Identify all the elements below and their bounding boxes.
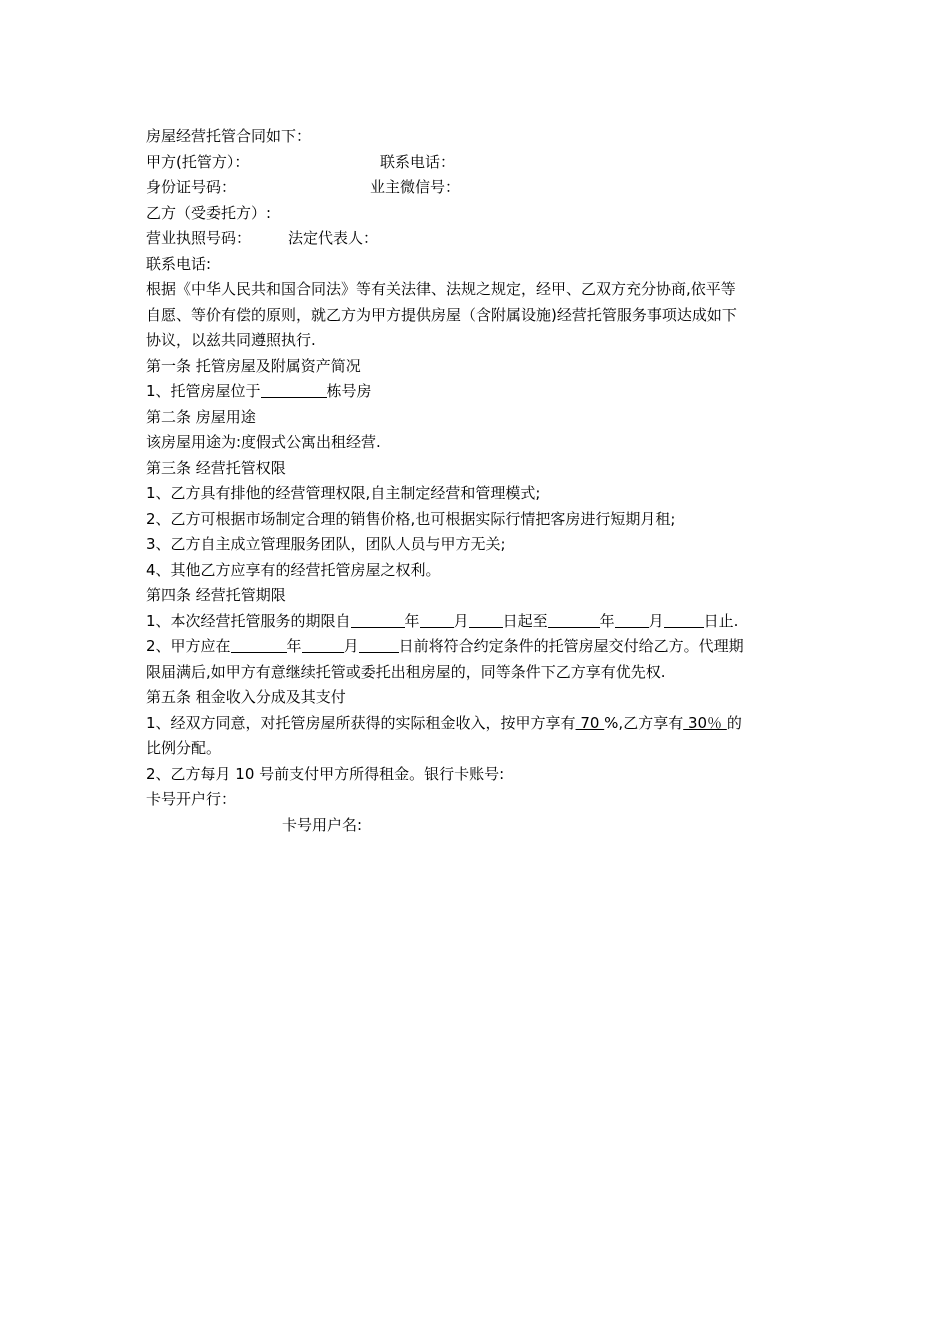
business-license-label: 营业执照号码： [146,229,252,247]
article-5-item-1-cont: 比例分配。 [146,739,222,757]
article-3-item-3: 3、乙方自主成立管理服务团队，团队人员与甲方无关; [146,535,506,553]
id-number-label: 身份证号码： [146,178,237,196]
handover-rest: 日前将符合约定条件的托管房屋交付给乙方。代理期 [398,637,744,655]
revenue-share-mid: %,乙方享有 [604,713,684,732]
article-3-item-4: 4、其他乙方应享有的经营托管房屋之权利。 [146,560,441,579]
end-day-label: 日止. [703,611,739,630]
contract-body [146,124,816,838]
handover-day-blank [359,636,399,653]
start-year-label: 年 [404,611,420,630]
article-3-heading: 第三条 经营托管权限 [146,458,286,477]
start-month-blank [420,611,454,628]
article-1-heading: 第一条 托管房屋及附属资产简况 [146,356,361,375]
end-day-blank [664,611,704,628]
bank-branch-label: 卡号开户行： [146,790,237,808]
article-4-item-2 [146,634,816,660]
handover-month-label: 月 [343,637,359,655]
location-blank [261,381,327,398]
party-a-label: 甲方(托管方）： [146,152,250,171]
start-year-blank [351,611,405,628]
legal-rep-label: 法定代表人： [288,229,379,247]
party-a-row [146,150,816,176]
article-4-item-2-cont: 限届满后,如甲方有意继续托管或委托出租房屋的，同等条件下乙方享有优先权. [146,662,666,681]
start-month-label: 月 [453,611,469,630]
article-4-item-1 [146,609,816,635]
party-a-phone-label: 联系电话： [380,152,456,171]
intro-line-3: 协议，以兹共同遵照执行. [146,331,316,349]
article-1-item-1-prefix: 1、托管房屋位于 [146,382,261,400]
contract-title: 房屋经营托管合同如下： [146,127,312,145]
end-month-label: 月 [648,611,664,630]
intro-line-1: 根据《中华人民共和国合同法》等有关法律、法规之规定，经甲、乙双方充分协商,依平等 [146,280,736,298]
article-5-item-1 [146,711,816,737]
end-year-blank [548,611,600,628]
revenue-share-suffix: 的 [726,713,742,732]
contact-phone-label: 联系电话: [146,254,212,273]
article-3-item-2: 2、乙方可根据市场制定合理的销售价格,也可根据实际行情把客房进行短期月租; [146,509,676,528]
article-3-item-1: 1、乙方具有排他的经营管理权限,自主制定经营和管理模式; [146,484,541,502]
article-4-heading: 第四条 经营托管期限 [146,586,286,604]
account-holder-label: 卡号用户名: [282,815,363,834]
article-5-item-2: 2、乙方每月 10 号前支付甲方所得租金。银行卡账号: [146,764,505,783]
end-year-label: 年 [599,611,615,630]
end-month-blank [615,611,649,628]
party-b-share: 30％ [683,713,727,732]
intro-line-2: 自愿、等价有偿的原则，就乙方为甲方提供房屋（含附属设施)经营托管服务事项达成如下 [146,305,737,324]
handover-year-label: 年 [286,637,302,655]
revenue-share-prefix: 1、经双方同意，对托管房屋所获得的实际租金收入，按甲方享有 [146,713,576,732]
article-1-item-1-suffix: 栋号房 [326,382,372,400]
article-5-heading: 第五条 租金收入分成及其支付 [146,688,346,706]
account-holder-row [146,813,816,839]
handover-prefix: 2、甲方应在 [146,637,231,655]
party-b-label: 乙方（受委托方）: [146,203,272,222]
owner-wechat-label: 业主微信号： [370,178,461,196]
article-2-heading: 第二条 房屋用途 [146,407,256,426]
start-day-blank [469,611,503,628]
start-day-label: 日起至 [502,611,548,630]
article-2-text: 该房屋用途为:度假式公寓出租经营. [146,433,381,451]
handover-year-blank [231,636,287,653]
handover-month-blank [302,636,344,653]
license-row [146,226,816,252]
article-1-item-1 [146,379,816,405]
id-row [146,175,816,201]
term-prefix: 1、本次经营托管服务的期限自 [146,611,351,630]
party-a-share: 70 [575,713,605,732]
